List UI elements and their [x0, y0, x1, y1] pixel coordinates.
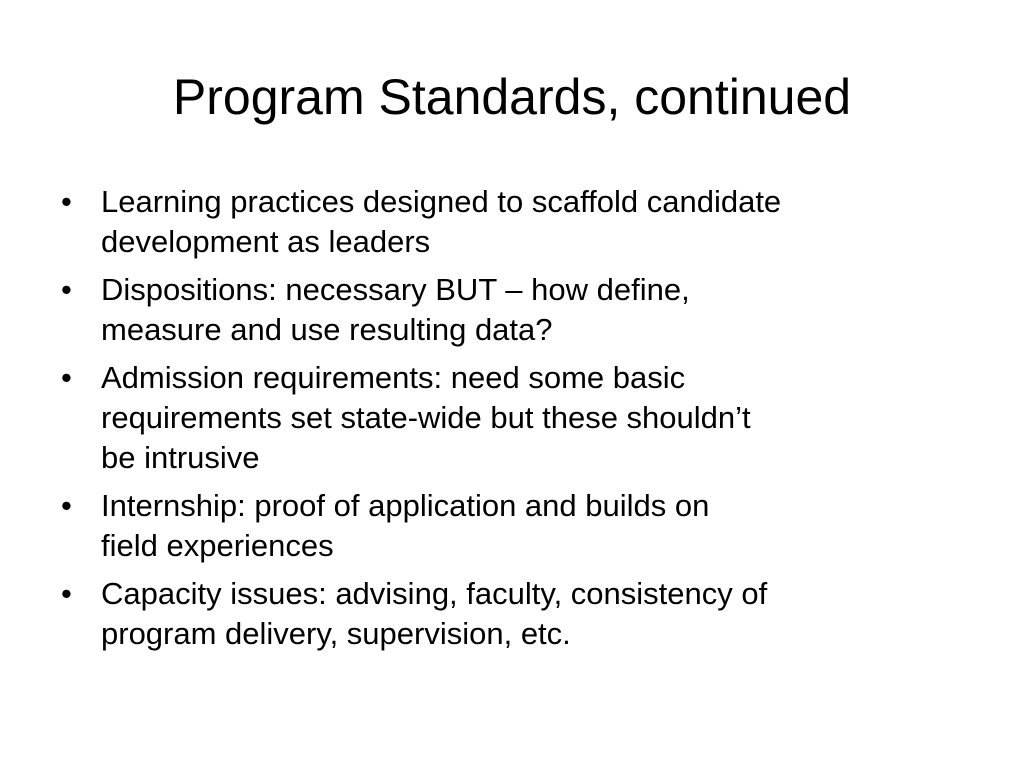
bullet-text-line: measure and use resulting data?: [101, 312, 553, 347]
bullet-marker: •: [61, 360, 72, 395]
bullet-marker: •: [61, 488, 72, 523]
bullet-marker: •: [61, 272, 72, 307]
bullet-text-line: development as leaders: [101, 224, 431, 259]
bullet-text-line: field experiences: [101, 528, 334, 563]
bullet-item: [60, 574, 960, 654]
bullet-text-line: Capacity issues: advising, faculty, consistency of: [101, 576, 768, 611]
bullet-text-line: Learning practices designed to scaffold candidate: [101, 184, 782, 219]
bullet-marker: •: [61, 576, 72, 611]
bullet-item: [60, 182, 960, 262]
bullet-list: [60, 182, 960, 662]
bullet-text-line: be intrusive: [101, 440, 260, 475]
bullet-text-line: program delivery, supervision, etc.: [101, 616, 571, 651]
bullet-text-line: Internship: proof of application and builds on: [101, 488, 710, 523]
bullet-marker: •: [61, 184, 72, 219]
bullet-item: [60, 358, 960, 478]
bullet-item: [60, 486, 960, 566]
bullet-item: [60, 270, 960, 350]
bullet-text-line: Admission requirements: need some basic: [101, 360, 686, 395]
slide-title: Program Standards, continued: [172, 69, 852, 125]
bullet-text-line: requirements set state-wide but these shouldn’t: [101, 400, 751, 435]
bullet-text-line: Dispositions: necessary BUT – how define,: [101, 272, 690, 307]
